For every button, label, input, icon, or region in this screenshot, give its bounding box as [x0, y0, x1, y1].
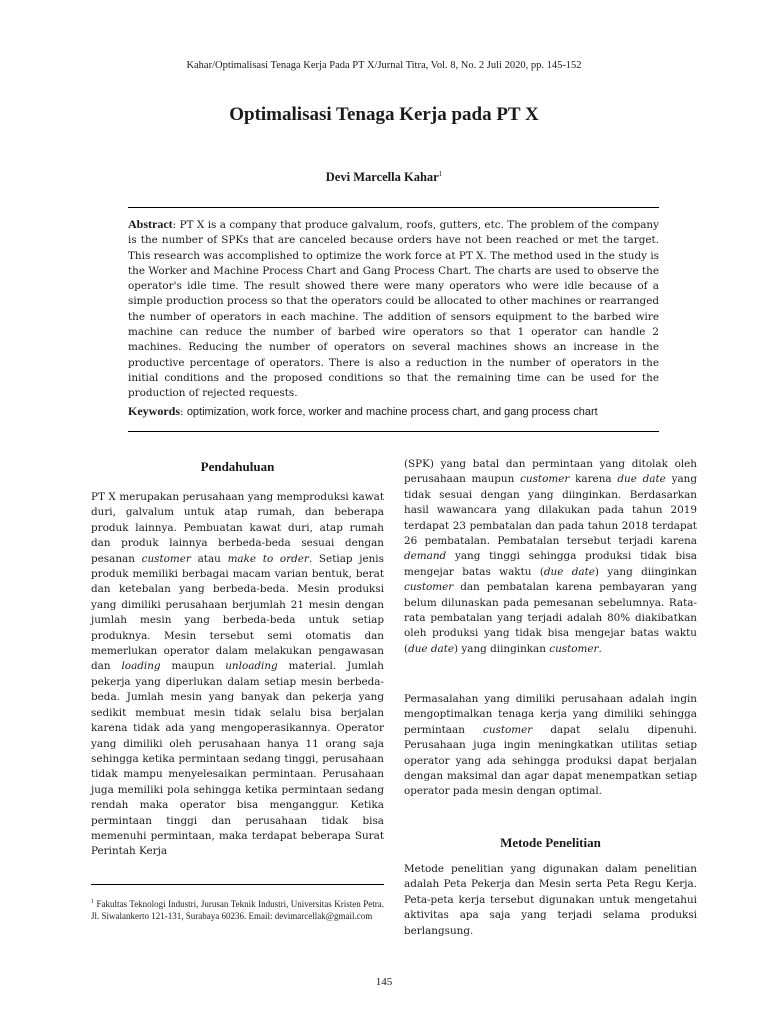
page-number: 145: [375, 976, 393, 988]
text-run: (SPK) yang batal dan permintaan yang ditolak oleh perusahaan maupun: [404, 458, 697, 486]
text-run-italic: customer: [520, 473, 570, 486]
author-name: Devi Marcella Kahar: [325, 170, 439, 185]
text-run-italic: customer: [483, 723, 533, 736]
text-run: ) yang diinginkan: [454, 642, 550, 655]
text-run-italic: due date: [408, 642, 455, 655]
abstract-label: Abstract: [128, 217, 173, 231]
text-run-italic: due date: [543, 565, 595, 578]
keywords-label: Keywords: [128, 404, 180, 418]
abstract-bottom-rule: [128, 431, 659, 432]
text-run-italic: customer: [549, 642, 599, 655]
text-run: Permasalahan yang dimiliki perusahaan adalah ingin mengoptimalkan tenaga kerja yang dimiliki sehingga permintaan: [404, 693, 697, 736]
footnote-mark: 1: [91, 899, 94, 905]
text-run: PT X merupakan perusahaan yang memproduksi kawat duri, galvalum untuk atap rumah, dan beberapa produk lainnya. Pembuatan kawat duri, atap rumah dan produk lainnya berbeda-beda sesuai dengan pesanan: [91, 491, 384, 565]
text-run: .: [598, 642, 602, 655]
body-column-left: [91, 490, 384, 860]
text-run-italic: customer: [404, 581, 454, 594]
problem-paragraph: [404, 692, 697, 800]
running-head: Kahar/Optimalisasi Tenaga Kerja Pada PT X/Jurnal Titra, Vol. 8, No. 2 Juli 2020, pp. 145-152: [186, 60, 582, 71]
abstract-block: Abstract: PT X is a company that produce galvalum, roofs, gutters, etc. The problem of the company is the number of SPKs that are canceled because orders have not been reached or met the target. This research was accomplished to optimize the work force at PT X. The method used in the study is the Worker and Machine Process Chart and Gang Process Chart. The charts are used to observe the operator's idle time. The result showed there were many operators who were idle because of a simple production process so that the operators could be allocated to other machines or rearranged the number of operators in each machine. The addition of sensors equipment to the barbed wire machine can reduce the number of barbed wire operators so that 1 operator can handle 2 machines. Reducing the number of operators on several machines shows an increase in the productive percentage of operators. There is also a reduction in the number of operators in the initial conditions and the proposed conditions so that the remaining time can be used for the production of rejected requests.: [128, 217, 659, 400]
intro-paragraph-2: [404, 692, 697, 800]
intro-paragraph-1-continued: [404, 457, 697, 657]
text-run: yang tinggi sehingga produksi tidak bisa mengejar batas waktu (: [404, 550, 697, 578]
footnote-rule: [91, 884, 384, 885]
text-run: atau: [190, 552, 228, 565]
text-run: maupun: [160, 660, 226, 673]
text-run: ) yang diinginkan: [594, 565, 697, 578]
text-run: yang tidak sesuai dengan yang diinginkan. Berdasarkan hasil wawancara yang dilakukan pada tahun 2019 terdapat 23 pembatalan dan pada tahun 2018 terdapat 26 pembatalan. Pembatalan tersebut terjadi karena: [404, 473, 697, 548]
text-run-italic: due date: [617, 473, 666, 486]
keywords-text: optimization, work force, worker and machine process chart, and gang process chart: [186, 406, 598, 418]
text-run: . Setiap jenis produk memiliki berbagai macam varian bentuk, berat dan ketebalan yang berbeda-beda. Mesin produksi yang dimiliki perusahaan berjumlah 21 mesin dengan jumlah mesin yang berbeda-beda untuk setiap produknya. Mesin tersebut semi otomatis dan memerlukan operator dalam melakukan pengawasan dan: [91, 552, 384, 673]
author-line: [0, 170, 768, 185]
abstract-text: PT X is a company that produce galvalum, roofs, gutters, etc. The problem of the company is the number of SPKs that are canceled because orders have not been reached or met the target. This research was accomplished to optimize the work force at PT X. The method used in the study is the Worker and Machine Process Chart and Gang Process Chart. The charts are used to observe the operator's idle time. The result showed there were many operators who were idle because of a simple production process so that the operators could be allocated to other machines or rearranged the number of operators in each machine. The addition of sensors equipment to the barbed wire machine can reduce the number of barbed wire operators so that 1 operator can handle 2 machines. Reducing the number of operators on several machines shows an increase in the productive percentage of operators. There is also a reduction in the number of operators in the initial conditions and the proposed conditions so that the remaining time can be used for the production of rejected requests.: [128, 219, 659, 400]
text-run-italic: make to order: [227, 552, 309, 565]
body-column-right-continuation: [404, 457, 697, 657]
text-run: dan pembatalan karena pembayaran yang belum dilunaskan pada pemesanan sebelumnya. Rata-rata pembatalan yang terjadi adalah 80% diakibatkan oleh produksi yang tidak bisa mengejar batas waktu (: [404, 581, 697, 655]
text-run-italic: unloading: [225, 660, 278, 673]
keywords-block: Keywords: optimization, work force, worker and machine process chart, and gang process chart: [128, 404, 598, 418]
abstract-top-rule: [128, 207, 659, 208]
author-footnote-mark: 1: [438, 170, 443, 178]
text-run-italic: loading: [121, 660, 161, 673]
text-run-italic: customer: [141, 552, 191, 565]
text-run: material. Jumlah pekerja yang diperlukan dalam setiap mesin berbeda-beda. Jumlah mesin yang banyak dan pekerja yang sedikit membuat mesin tidak selalu bisa berjalan karena tidak ada yang mengoperasikannya. Operator yang dimiliki oleh perusahaan hanya 11 orang saja sehingga ketika permintaan sedang tinggi, perusahaan tidak mampu menyelesaikan permintaan. Perusahaan juga memiliki pola sehingga ketika permintaan sedang rendah maka operator bisa menganggur. Ketika permintaan tinggi dan perusahaan tidak bisa memenuhi permintaan, maka terdapat beberapa Surat Perintah Kerja: [91, 660, 384, 858]
paper-title: Optimalisasi Tenaga Kerja pada PT X: [229, 104, 539, 125]
intro-paragraph-1: [91, 490, 384, 860]
section-heading-metode: Metode Penelitian: [500, 835, 601, 850]
method-paragraph: Metode penelitian yang digunakan dalam penelitian adalah Peta Pekerja dan Mesin serta Peta Regu Kerja. Peta-peta kerja tersebut digunakan untuk mengetahui aktivitas apa saja yang terjadi selama produksi berlangsung.: [404, 863, 697, 937]
footnote-text: Fakultas Teknologi Industri, Jurusan Teknik Industri, Universitas Kristen Petra. Jl. Siwalankerto 121-131, Surabaya 60236. Email: devimarcellak@gmail.com: [91, 899, 385, 921]
section-heading-pendahuluan: Pendahuluan: [200, 459, 275, 474]
text-run-italic: demand: [404, 550, 447, 563]
text-run: karena: [569, 473, 618, 486]
text-run: dapat selalu dipenuhi. Perusahaan juga ingin meningkatkan utilitas setiap operator yang ada sehingga produksi dapat berjalan dengan maksimal dan agar dapat menempatkan setiap operator pada mesin dengan optimal.: [404, 723, 697, 798]
footnote: [91, 897, 384, 922]
